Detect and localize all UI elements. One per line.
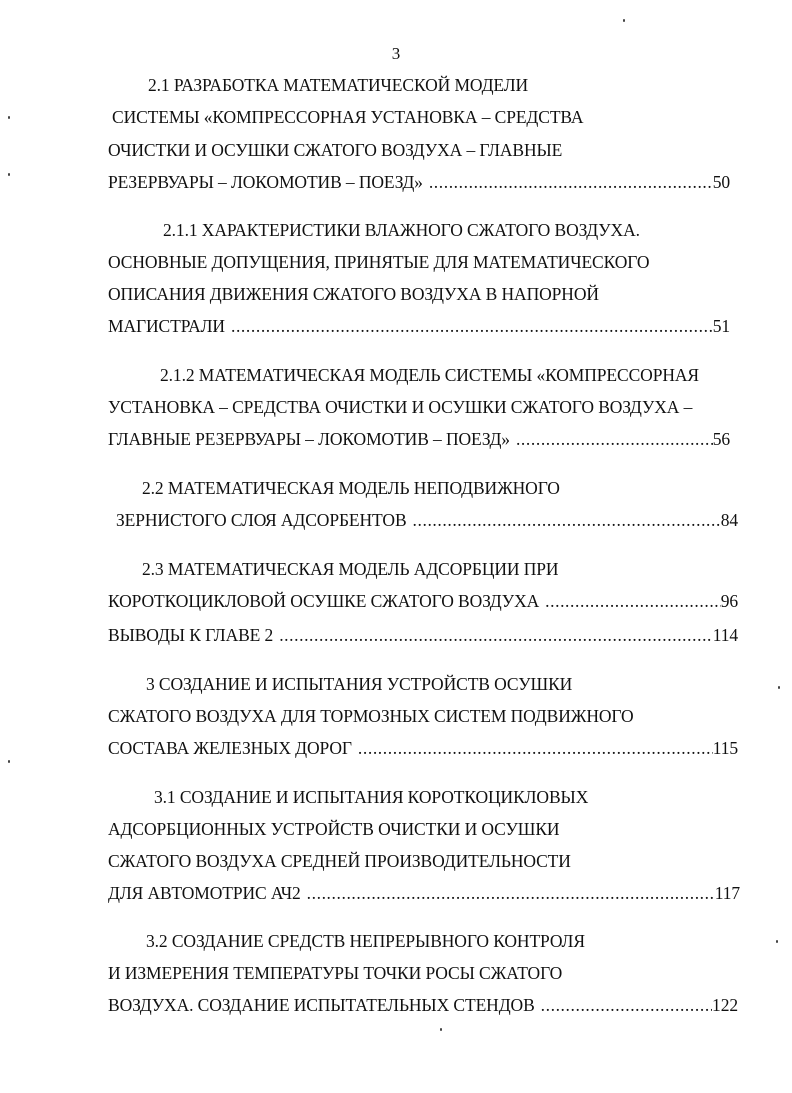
toc-entry-title: КОРОТКОЦИКЛОВОЙ ОСУШКЕ СЖАТОГО ВОЗДУХА: [108, 591, 540, 611]
toc-entry-3-1-last-line: [108, 882, 740, 904]
toc-entry-3-1-line-3: СЖАТОГО ВОЗДУХА СРЕДНЕЙ ПРОИЗВОДИТЕЛЬНОСТИ: [108, 851, 571, 871]
toc-entry-title: ДЛЯ АВТОМОТРИС АЧ2: [108, 883, 301, 903]
toc-entry-2-2-last-line: [116, 509, 738, 531]
dot-leader: [539, 590, 721, 612]
dot-leader: [423, 171, 713, 193]
toc-entry-page: 114: [712, 625, 738, 645]
toc-entry-conclusions-ch2: [108, 624, 738, 646]
toc-entry-3-2-line-2: И ИЗМЕРЕНИЯ ТЕМПЕРАТУРЫ ТОЧКИ РОСЫ СЖАТОГО: [108, 963, 563, 983]
scan-speck: [623, 19, 625, 22]
toc-entry-2-3-line-1: 2.3 МАТЕМАТИЧЕСКАЯ МОДЕЛЬ АДСОРБЦИИ ПРИ: [142, 559, 559, 579]
toc-entry-3-1-line-2: АДСОРБЦИОННЫХ УСТРОЙСТВ ОЧИСТКИ И ОСУШКИ: [108, 819, 560, 839]
dot-leader: [301, 882, 715, 904]
toc-entry-page: 56: [712, 429, 730, 449]
dot-leader: [535, 994, 712, 1016]
toc-entry-title: ВОЗДУХА. СОЗДАНИЕ ИСПЫТАТЕЛЬНЫХ СТЕНДОВ: [108, 995, 535, 1015]
toc-entry-page: 115: [712, 738, 738, 758]
toc-entry-page: 96: [720, 591, 738, 611]
page-number: 3: [391, 44, 401, 63]
toc-entry-3-line-2: СЖАТОГО ВОЗДУХА ДЛЯ ТОРМОЗНЫХ СИСТЕМ ПОДВИЖНОГО: [108, 706, 634, 726]
toc-entry-2-1-1-last-line: [108, 315, 730, 337]
dot-leader: [510, 428, 713, 450]
toc-entry-3-last-line: [108, 737, 738, 759]
toc-entry-page: 117: [714, 883, 740, 903]
toc-entry-2-1-line-2: СИСТЕМЫ «КОМПРЕССОРНАЯ УСТАНОВКА – СРЕДСТВА: [112, 107, 584, 127]
toc-entry-2-1-1-line-2: ОСНОВНЫЕ ДОПУЩЕНИЯ, ПРИНЯТЫЕ ДЛЯ МАТЕМАТИЧЕСКОГО: [108, 252, 650, 272]
toc-entry-page: 84: [720, 510, 738, 530]
toc-entry-2-1-line-3: ОЧИСТКИ И ОСУШКИ СЖАТОГО ВОЗДУХА – ГЛАВНЫЕ: [108, 140, 563, 160]
dot-leader: [273, 624, 712, 646]
toc-entry-3-line-1: 3 СОЗДАНИЕ И ИСПЫТАНИЯ УСТРОЙСТВ ОСУШКИ: [146, 674, 573, 694]
toc-entry-3-1-line-1: 3.1 СОЗДАНИЕ И ИСПЫТАНИЯ КОРОТКОЦИКЛОВЫХ: [154, 787, 589, 807]
toc-entry-title: СОСТАВА ЖЕЛЕЗНЫХ ДОРОГ: [108, 738, 352, 758]
toc-entry-2-2-line-1: 2.2 МАТЕМАТИЧЕСКАЯ МОДЕЛЬ НЕПОДВИЖНОГО: [142, 478, 560, 498]
toc-entry-title: ЗЕРНИСТОГО СЛОЯ АДСОРБЕНТОВ: [116, 510, 407, 530]
toc-entry-2-1-last-line: [108, 171, 730, 193]
toc-entry-title: МАГИСТРАЛИ: [108, 316, 225, 336]
toc-entry-title: ВЫВОДЫ К ГЛАВЕ 2: [108, 625, 274, 645]
toc-entry-page: 50: [712, 172, 730, 192]
toc-entry-2-1-1-line-3: ОПИСАНИЯ ДВИЖЕНИЯ СЖАТОГО ВОЗДУХА В НАПОРНОЙ: [108, 284, 599, 304]
dot-leader: [352, 737, 713, 759]
toc-entry-2-1-2-line-1: 2.1.2 МАТЕМАТИЧЕСКАЯ МОДЕЛЬ СИСТЕМЫ «КОМПРЕССОРНАЯ: [160, 365, 699, 385]
dot-leader: [225, 315, 713, 337]
scan-speck: [776, 940, 778, 943]
toc-entry-2-3-last-line: [108, 590, 738, 612]
toc-entry-page: 122: [712, 995, 738, 1015]
scan-speck: [8, 173, 10, 176]
toc-entry-2-1-2-line-2: УСТАНОВКА – СРЕДСТВА ОЧИСТКИ И ОСУШКИ СЖАТОГО ВОЗДУХА –: [108, 397, 693, 417]
toc-entry-2-1-2-last-line: [108, 428, 730, 450]
scan-speck: [8, 116, 10, 119]
scan-speck: [440, 1028, 442, 1031]
scan-speck: [8, 760, 10, 763]
toc-entry-2-1-1-line-1: 2.1.1 ХАРАКТЕРИСТИКИ ВЛАЖНОГО СЖАТОГО ВОЗДУХА.: [163, 220, 640, 240]
toc-entry-title: РЕЗЕРВУАРЫ – ЛОКОМОТИВ – ПОЕЗД»: [108, 172, 423, 192]
dot-leader: [407, 509, 721, 531]
toc-entry-2-1-line-1: 2.1 РАЗРАБОТКА МАТЕМАТИЧЕСКОЙ МОДЕЛИ: [148, 75, 529, 95]
toc-entry-page: 51: [712, 316, 730, 336]
toc-entry-3-2-last-line: [108, 994, 738, 1016]
toc-entry-title: ГЛАВНЫЕ РЕЗЕРВУАРЫ – ЛОКОМОТИВ – ПОЕЗД»: [108, 429, 510, 449]
toc-entry-3-2-line-1: 3.2 СОЗДАНИЕ СРЕДСТВ НЕПРЕРЫВНОГО КОНТРОЛЯ: [146, 931, 585, 951]
scan-speck: [778, 686, 780, 689]
